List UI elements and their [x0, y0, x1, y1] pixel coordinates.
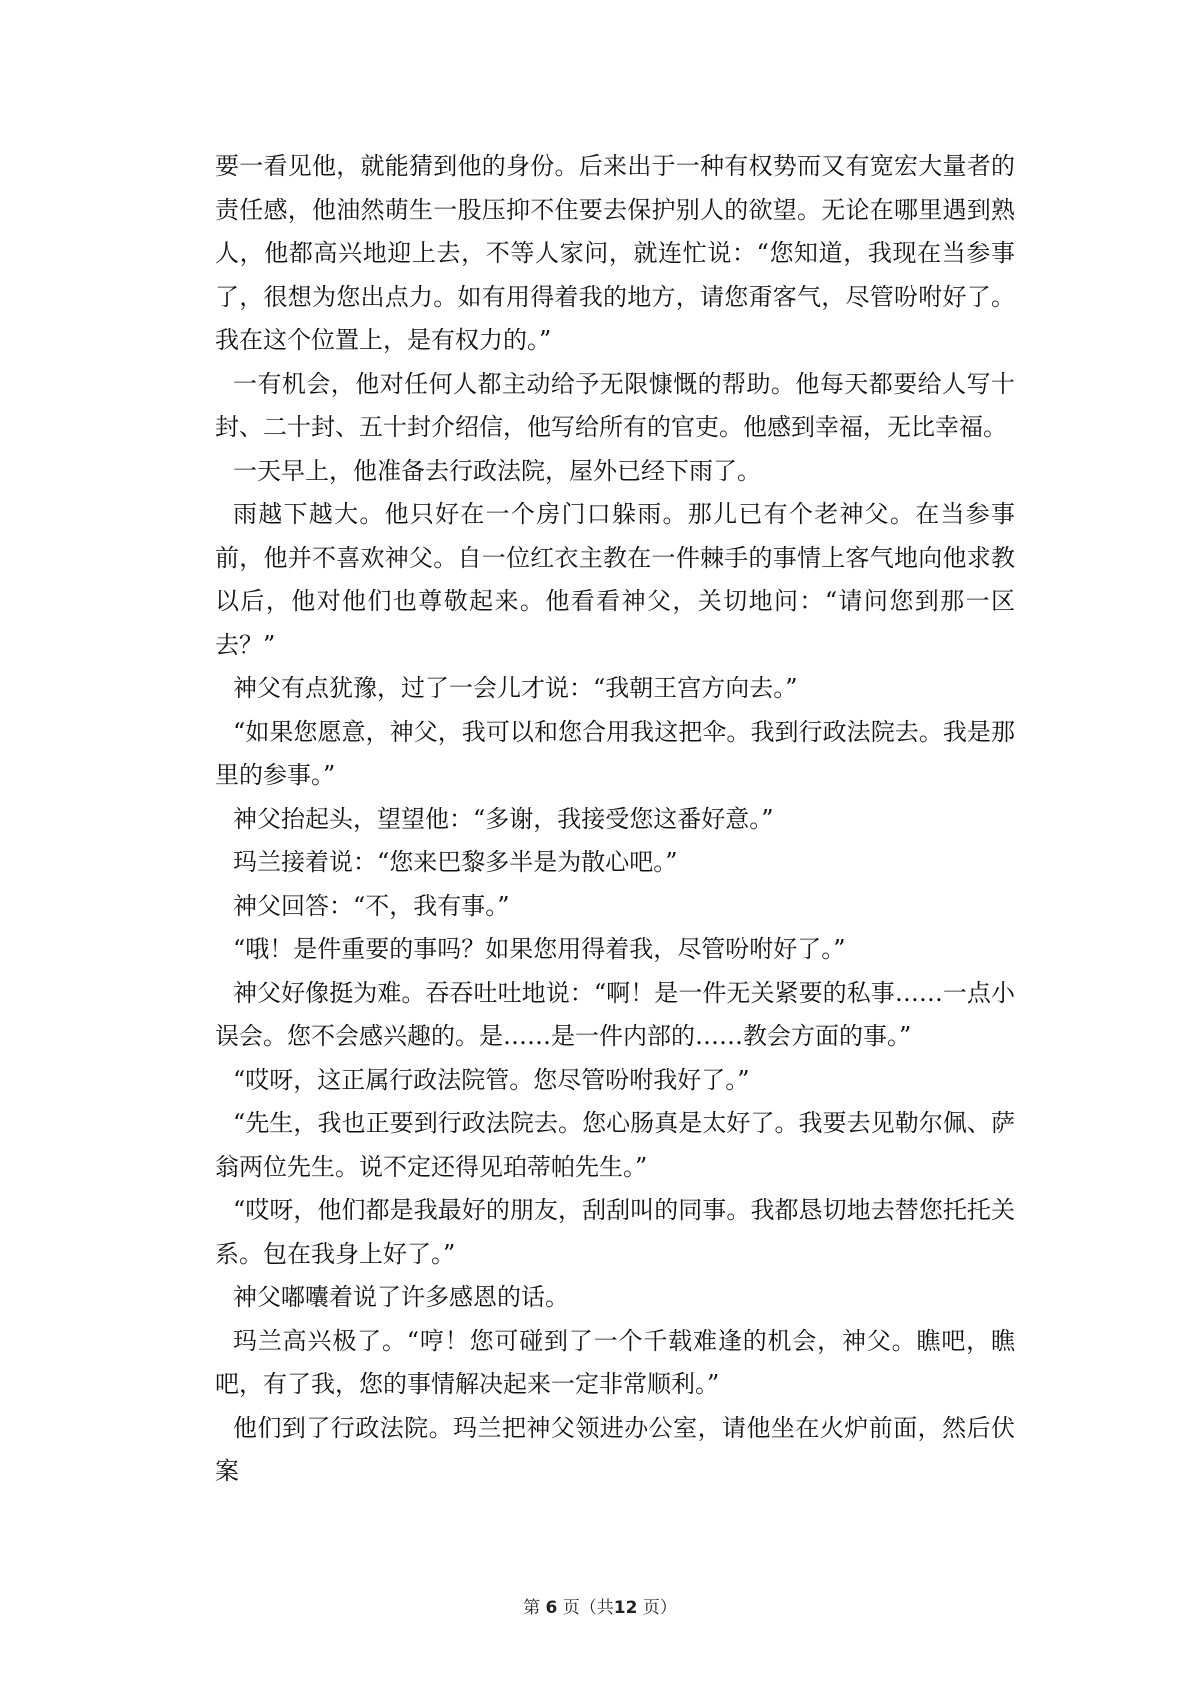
- paragraph-15: 神父嘟囔着说了许多感恩的话。: [233, 1283, 569, 1311]
- paragraph-14: “哎呀，他们都是我最好的朋友，刮刮叫的同事。我都恳切地去替您托托关系。包在我身上好了。”: [215, 1196, 1015, 1268]
- paragraph-17: 他们到了行政法院。玛兰把神父领进办公室，请他坐在火炉前面，然后伏案: [215, 1413, 1015, 1485]
- paragraph-6: “如果您愿意，神父，我可以和您合用我这把伞。我到行政法院去。我是那里的参事。”: [215, 717, 1015, 789]
- paragraph-4: 雨越下越大。他只好在一个房门口躲雨。那儿已有个老神父。在当参事前，他并不喜欢神父。自一位红衣主教在一件棘手的事情上客气地向他求教以后，他对他们也尊敬起来。他看看神父，关切地问：“请问您到那一区去？”: [215, 500, 1015, 659]
- paragraph-10: “哦！是件重要的事吗？如果您用得着我，尽管吩咐好了。”: [233, 935, 846, 963]
- paragraph-12: “哎呀，这正属行政法院管。您尽管吩咐我好了。”: [233, 1065, 750, 1094]
- paragraph-16: 玛兰高兴极了。“哼！您可碰到了一个千载难逢的机会，神父。瞧吧，瞧吧，有了我，您的事情解决起来一定非常顺利。”: [215, 1326, 1015, 1398]
- paragraph-9: 神父回答：“不，我有事。”: [233, 891, 510, 920]
- page-footer: [0, 1593, 1200, 1618]
- page-body: [215, 145, 1015, 1494]
- paragraph-11: 神父好像挺为难。吞吞吐吐地说：“啊！是一件无关紧要的私事……一点小误会。您不会感兴趣的。是……是一件内部的……教会方面的事。”: [215, 978, 1015, 1050]
- paragraph-8: 玛兰接着说：“您来巴黎多半是为散心吧。”: [233, 848, 678, 876]
- footer-total-pages: 12: [613, 1598, 638, 1618]
- paragraph-13: “先生，我也正要到行政法院去。您心肠真是太好了。我要去见勒尔佩、萨翁两位先生。说不定还得见珀蒂帕先生。”: [215, 1109, 1015, 1181]
- footer-middle: 页（共: [562, 1598, 614, 1618]
- footer-page-number: 6: [545, 1598, 558, 1618]
- footer-suffix: 页）: [642, 1598, 677, 1618]
- paragraph-5: 神父有点犹豫，过了一会儿才说：“我朝王宫方向去。”: [233, 674, 798, 702]
- footer-prefix: 第: [523, 1598, 541, 1618]
- paragraph-3: 一天早上，他准备去行政法院，屋外已经下雨了。: [233, 456, 761, 485]
- paragraph-7: 神父抬起头，望望他：“多谢，我接受您这番好意。”: [233, 804, 774, 833]
- paragraph-1: 要一看见他，就能猜到他的身份。后来出于一种有权势而又有宽宏大量者的责任感，他油然萌生一股压抑不住要去保护别人的欲望。无论在哪里遇到熟人，他都高兴地迎上去，不等人家问，就连忙说：“您知道，我现在当参事了，很想为您出点力。如有用得着我的地方，请您甭客气，尽管吩咐好了。我在这个位置上，是有权力的。”: [215, 152, 1015, 354]
- paragraph-2: 一有机会，他对任何人都主动给予无限慷慨的帮助。他每天都要给人写十封、二十封、五十封介绍信，他写给所有的官吏。他感到幸福，无比幸福。: [215, 369, 1015, 441]
